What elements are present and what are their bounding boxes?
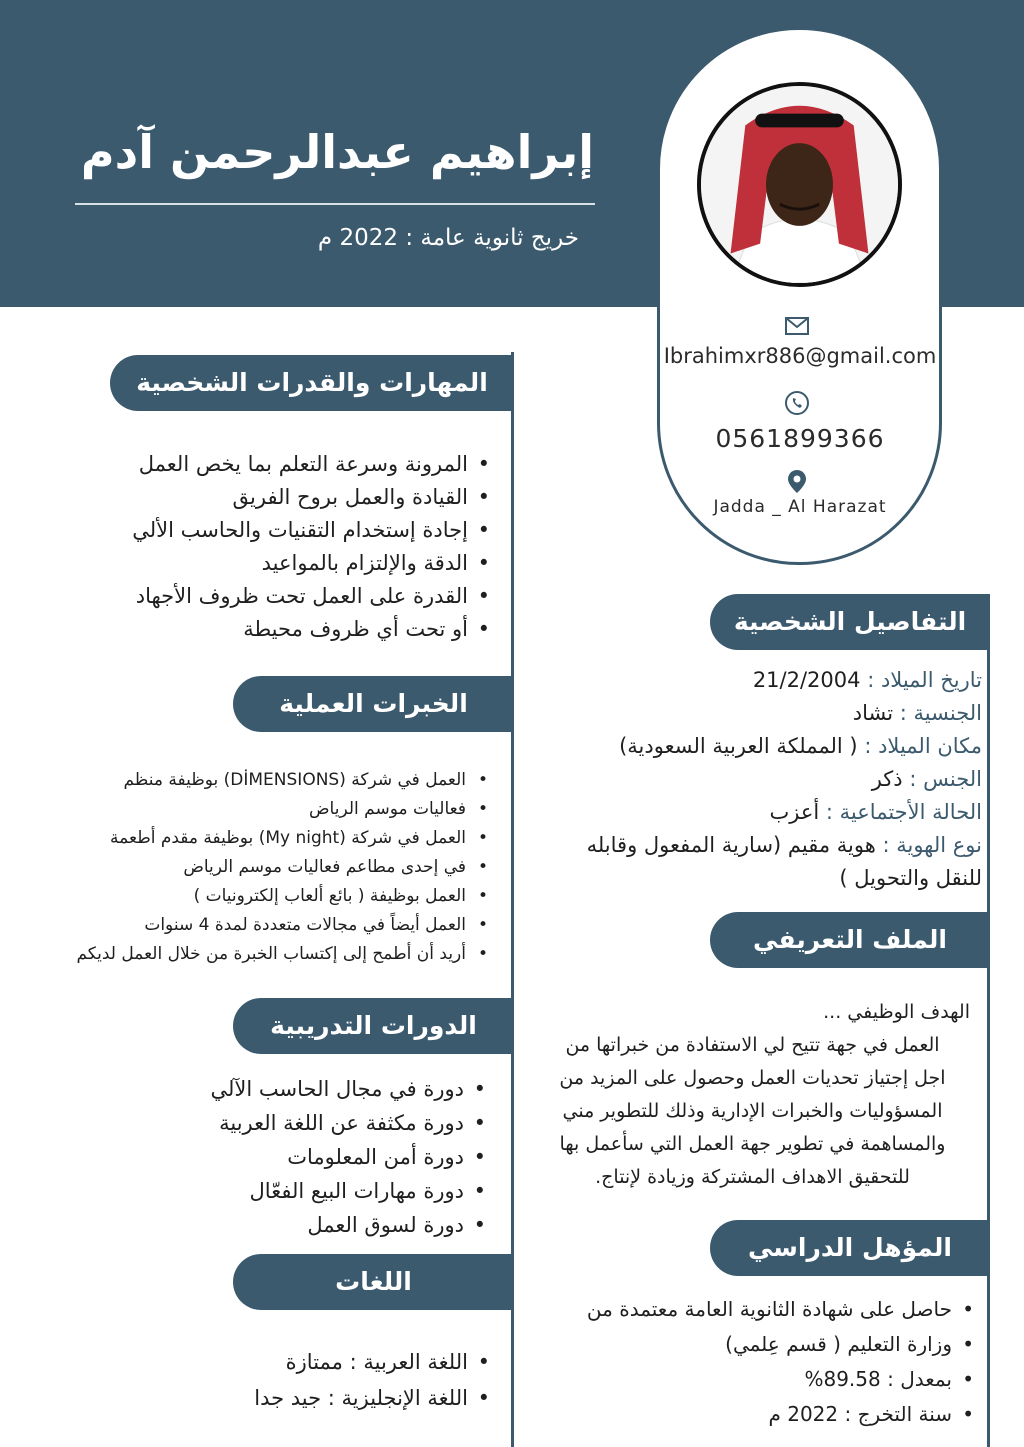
languages-list — [254, 1344, 496, 1416]
profile-line: للتحقيق الاهداف المشتركة وزيادة لإنتاج. — [595, 1166, 910, 1188]
birth-date-row — [542, 664, 982, 697]
nationality-value: تشاد — [852, 701, 894, 725]
experience-item: • العمل بوظيفة ( بائع ألعاب إلكترونيات ) — [76, 882, 494, 911]
marital-row — [542, 796, 982, 829]
experience-item: • أريد أن أطمح إلى إكتساب الخبرة من خلال العمل لديكم — [76, 940, 494, 969]
right-column-rule — [987, 594, 990, 1447]
profile-text — [520, 996, 985, 1194]
location-text: Jadda _ Al Harazat — [713, 497, 887, 517]
skill-item: • القيادة والعمل بروح الفريق — [132, 481, 496, 514]
gender-value: ذكر — [871, 767, 903, 791]
candidate-name: إبراهيم عبدالرحمن آدم — [80, 125, 594, 179]
profile-photo — [697, 82, 902, 287]
course-item: • دورة في مجال الحاسب الآلي — [211, 1072, 492, 1106]
education-item: • بمعدل : 89.58% — [587, 1362, 980, 1397]
education-item: • حاصل على شهادة الثانوية العامة معتمدة من — [587, 1292, 980, 1327]
experience-item: • العمل في شركة (My night) بوظيفة مقدم أطعمة — [76, 824, 494, 853]
gender-label: الجنس : — [909, 767, 982, 791]
course-item: • دورة أمن المعلومات — [211, 1140, 492, 1174]
education-item-cont: • وزارة التعليم ( قسم عِلمي) — [587, 1327, 980, 1362]
location-pin-icon — [784, 468, 810, 494]
gender-row — [542, 763, 982, 796]
phone-text: 0561899366 — [715, 424, 885, 453]
nationality-row — [542, 697, 982, 730]
id-type-cont: للنقل والتحويل ) — [839, 866, 982, 890]
personal-details — [542, 664, 982, 895]
language-item: • اللغة العربية : ممتازة — [254, 1344, 496, 1380]
profile-heading: الملف التعريفي — [710, 912, 990, 968]
birth-date-label: تاريخ الميلاد : — [867, 668, 982, 692]
experience-list — [76, 766, 494, 969]
skill-item: • القدرة على العمل تحت ظروف الأجهاد — [132, 580, 496, 613]
skills-list — [132, 448, 496, 646]
birth-place-label: مكان الميلاد : — [864, 734, 982, 758]
experience-item-cont: • فعاليات موسم الرياض — [76, 795, 494, 824]
language-item: • اللغة الإنجليزية : جيد جدا — [254, 1380, 496, 1416]
education-heading: المؤهل الدراسي — [710, 1220, 990, 1276]
id-type-value: هوية مقيم (سارية المفعول وقابله — [586, 833, 876, 857]
marital-label: الحالة الأجتماعية : — [825, 800, 982, 824]
name-divider — [75, 203, 595, 205]
course-item: • دورة مهارات البيع الفعّال — [211, 1174, 492, 1208]
course-item: • دورة مكثفة عن اللغة العربية — [211, 1106, 492, 1140]
candidate-subtitle: خريج ثانوية عامة : 2022 م — [317, 225, 579, 251]
education-list — [587, 1292, 980, 1432]
personal-heading: التفاصيل الشخصية — [710, 594, 990, 650]
email-text: Ibrahimxr886@gmail.com — [663, 344, 937, 368]
experience-item: • العمل أيضاً في مجالات متعددة لمدة 4 سنوات — [76, 911, 494, 940]
profile-line: اجل إجتياز تحديات العمل وحصول على المزيد من — [559, 1067, 946, 1089]
id-type-label: نوع الهوية : — [882, 833, 982, 857]
birth-date-value: 21/2/2004 — [752, 668, 861, 692]
birth-place-value: ( المملكة العربية السعودية) — [619, 734, 858, 758]
profile-line: والمساهمة في تطوير جهة العمل التي سأعمل بها — [559, 1133, 946, 1155]
person-photo-icon — [701, 86, 898, 283]
skill-item: • إجادة إستخدام التقنيات والحاسب الألي — [132, 514, 496, 547]
profile-line: العمل في جهة تتيح لي الاستفادة من خبراتها من — [565, 1034, 940, 1056]
skills-heading: المهارات والقدرات الشخصية — [110, 355, 514, 411]
skill-item: • المرونة وسرعة التعلم بما يخص العمل — [132, 448, 496, 481]
profile-line: المسؤوليات والخبرات الإدارية وذلك للتطوير مني — [562, 1100, 943, 1122]
phone-icon — [784, 390, 810, 416]
skill-item: • الدقة والإلتزام بالمواعيد — [132, 547, 496, 580]
birth-place-row — [542, 730, 982, 763]
profile-line: الهدف الوظيفي ... — [823, 1001, 970, 1023]
nationality-label: الجنسية : — [899, 701, 982, 725]
skill-item-cont: • أو تحت أي ظروف محيطة — [132, 613, 496, 646]
experience-item-cont: • في إحدى مطاعم فعاليات موسم الرياض — [76, 853, 494, 882]
experience-item: • العمل في شركة (DİMENSIONS) بوظيفة منظم — [76, 766, 494, 795]
courses-heading: الدورات التدريبية — [233, 998, 514, 1054]
courses-list — [211, 1072, 492, 1242]
mail-icon — [784, 313, 810, 339]
experience-heading: الخبرات العملية — [233, 676, 514, 732]
languages-heading: اللغات — [233, 1254, 514, 1310]
marital-value: أعزب — [769, 800, 820, 824]
course-item: • دورة لسوق العمل — [211, 1208, 492, 1242]
education-item: • سنة التخرج : 2022 م — [587, 1397, 980, 1432]
id-type-row — [542, 829, 982, 862]
